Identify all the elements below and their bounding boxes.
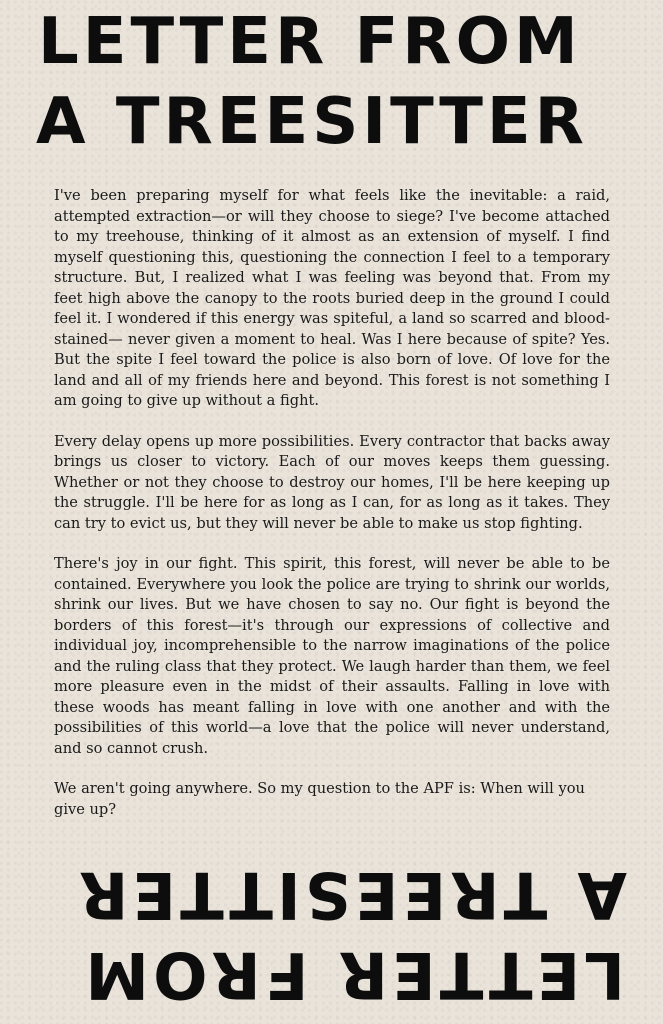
headline-top	[0, 2, 663, 162]
headline-top-line2: A TREESITTER	[36, 85, 588, 159]
headline-bottom-line1: LETTER FROM	[81, 937, 625, 1011]
paragraph-4: We aren't going anywhere. So my question to the APF is: When will you give up?	[54, 780, 585, 818]
headline-bottom-inverted	[0, 854, 663, 1014]
paragraph-3: There's joy in our fight. This spirit, this forest, will never be able to be contained. Everywhere you look the police are trying to shrink our worlds, shrink our lives. But we have chosen to say no. Our fight is beyond the borders of this forest—it's through our expressions of collective and individual joy, incomprehensible to the narrow imaginations of the police and the ruling class that they protect. We laugh harder than them, we feel more pleasure even in the midst of their assaults. Falling in love with these woods has meant falling in love with one another and with the possibilities of this world—a love that the police will never understand, and so cannot crush.	[54, 555, 610, 757]
letter-body	[54, 186, 610, 840]
headline-bottom-line2: A TREESITTER	[75, 857, 627, 931]
paragraph-1: I've been preparing myself for what feels like the inevitable: a raid, attempted extraction—or will they choose to siege? I've become attached to my treehouse, thinking of it almost as an extension of myself. I find myself questioning this, questioning the connection I feel to a temporary structure. But, I realized what I was feeling was beyond that. From my feet high above the canopy to the roots buried deep in the ground I could feel it. I wondered if this energy was spiteful, a land so scarred and blood-stained— never given a moment to heal. Was I here because of spite? Yes. But the spite I feel toward the police is also born of love. Of love for the land and all of my friends here and beyond. This forest is not something I am going to give up without a fight.	[54, 187, 610, 409]
headline-top-line1: LETTER FROM	[38, 5, 582, 79]
paragraph-2: Every delay opens up more possibilities. Every contractor that backs away brings us closer to victory. Each of our moves keeps them guessing. Whether or not they choose to destroy our homes, I'll be here keeping up the struggle. I'll be here for as long as I can, for as long as it takes. They can try to evict us, but they will never be able to make us stop fighting.	[54, 432, 610, 532]
